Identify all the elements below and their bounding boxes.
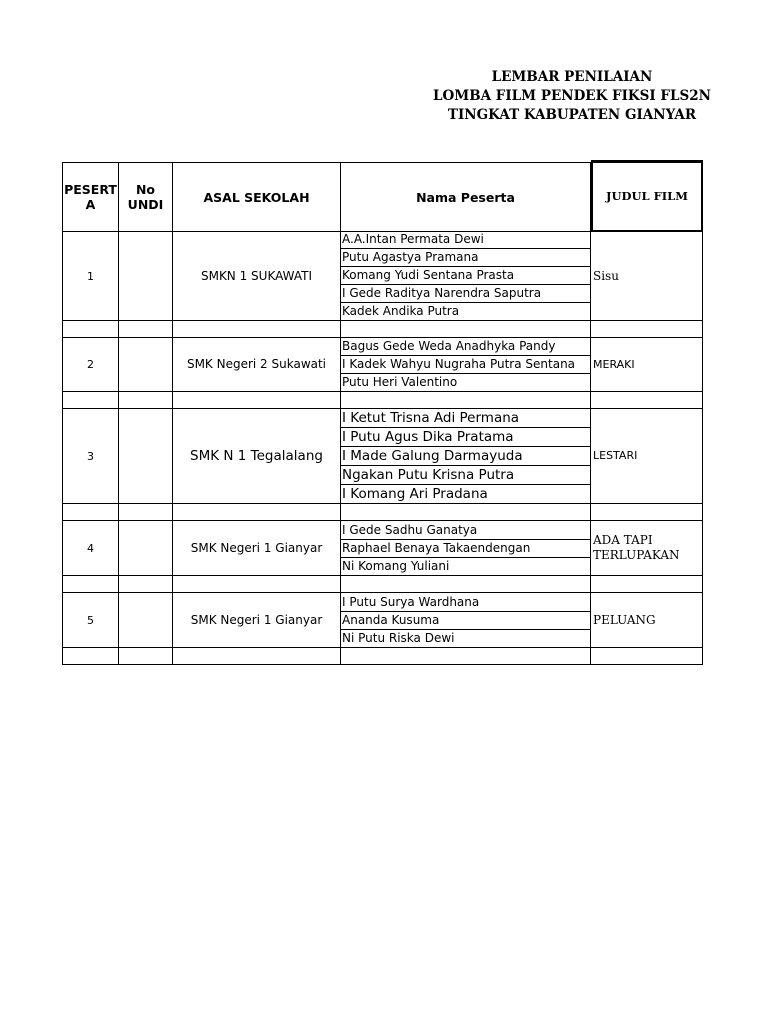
row3-name-2: I Putu Agus Dika Pratama xyxy=(342,428,514,445)
row3-sekolah: SMK N 1 Tegalalang xyxy=(190,447,323,464)
row5-no-undi xyxy=(119,593,172,647)
row4-no-undi xyxy=(119,521,172,575)
row3-name-4: Ngakan Putu Krisna Putra xyxy=(342,466,515,483)
row3-name-1: I Ketut Trisna Adi Permana xyxy=(342,409,520,426)
row2-peserta: 2 xyxy=(87,358,94,371)
row4-sekolah: SMK Negeri 1 Gianyar xyxy=(190,540,323,555)
row4-name-3: Ni Komang Yuliani xyxy=(342,559,450,573)
row5-peserta: 5 xyxy=(87,613,94,627)
row5-name-2: Ananda Kusuma xyxy=(342,613,440,627)
row2-name-3: Putu Heri Valentino xyxy=(342,375,458,389)
row4-name-2: Raphael Benaya Takaendengan xyxy=(342,541,531,555)
row5-film: PELUANG xyxy=(593,613,656,627)
row1-name-1: A.A.Intan Permata Dewi xyxy=(342,232,484,246)
header-peserta: PESERT A xyxy=(64,182,117,212)
row1-name-2: Putu Agastya Pramana xyxy=(342,250,479,264)
row5-name-1: I Putu Surya Wardhana xyxy=(342,594,480,609)
row1-peserta: 1 xyxy=(87,269,94,283)
row3-film: LESTARI xyxy=(593,449,638,462)
header-asal-sekolah: ASAL SEKOLAH xyxy=(203,189,310,205)
row1-sekolah: SMKN 1 SUKAWATI xyxy=(200,268,313,283)
row2-name-1: Bagus Gede Weda Anadhyka Pandy xyxy=(342,339,556,353)
row1-name-3: Komang Yudi Sentana Prasta xyxy=(342,268,515,282)
row2-film: MERAKI xyxy=(593,357,635,371)
row3-name-5: I Komang Ari Pradana xyxy=(342,485,488,502)
row4-film: ADA TAPI TERLUPAKAN xyxy=(593,533,680,562)
row2-no-undi xyxy=(119,338,172,391)
row2-sekolah: SMK Negeri 2 Sukawati xyxy=(186,357,327,371)
row4-peserta: 4 xyxy=(87,541,94,555)
row5-name-3: Ni Putu Riska Dewi xyxy=(342,631,455,645)
row5-sekolah: SMK Negeri 1 Gianyar xyxy=(190,612,323,627)
header-no-undi: No UNDI xyxy=(127,182,164,212)
row1-name-4: I Gede Raditya Narendra Saputra xyxy=(342,286,542,300)
row3-name-3: I Made Galung Darmayuda xyxy=(342,447,523,464)
row1-name-5: Kadek Andika Putra xyxy=(342,304,460,318)
title-line-1: LEMBAR PENILAIAN xyxy=(491,69,653,85)
row1-film: Sisu xyxy=(593,269,619,283)
title-line-2: LOMBA FILM PENDEK FIKSI FLS2N xyxy=(433,88,711,104)
row3-no-undi xyxy=(119,409,172,503)
row1-no-undi xyxy=(119,232,172,320)
row3-peserta: 3 xyxy=(87,449,94,463)
header-judul-film: JUDUL FILM xyxy=(606,189,688,203)
title-line-3: TINGKAT KABUPATEN GIANYAR xyxy=(447,107,697,123)
row4-name-1: I Gede Sadhu Ganatya xyxy=(342,522,478,537)
row2-name-2: I Kadek Wahyu Nugraha Putra Sentana xyxy=(342,357,576,371)
header-nama-peserta: Nama Peserta xyxy=(416,189,515,205)
